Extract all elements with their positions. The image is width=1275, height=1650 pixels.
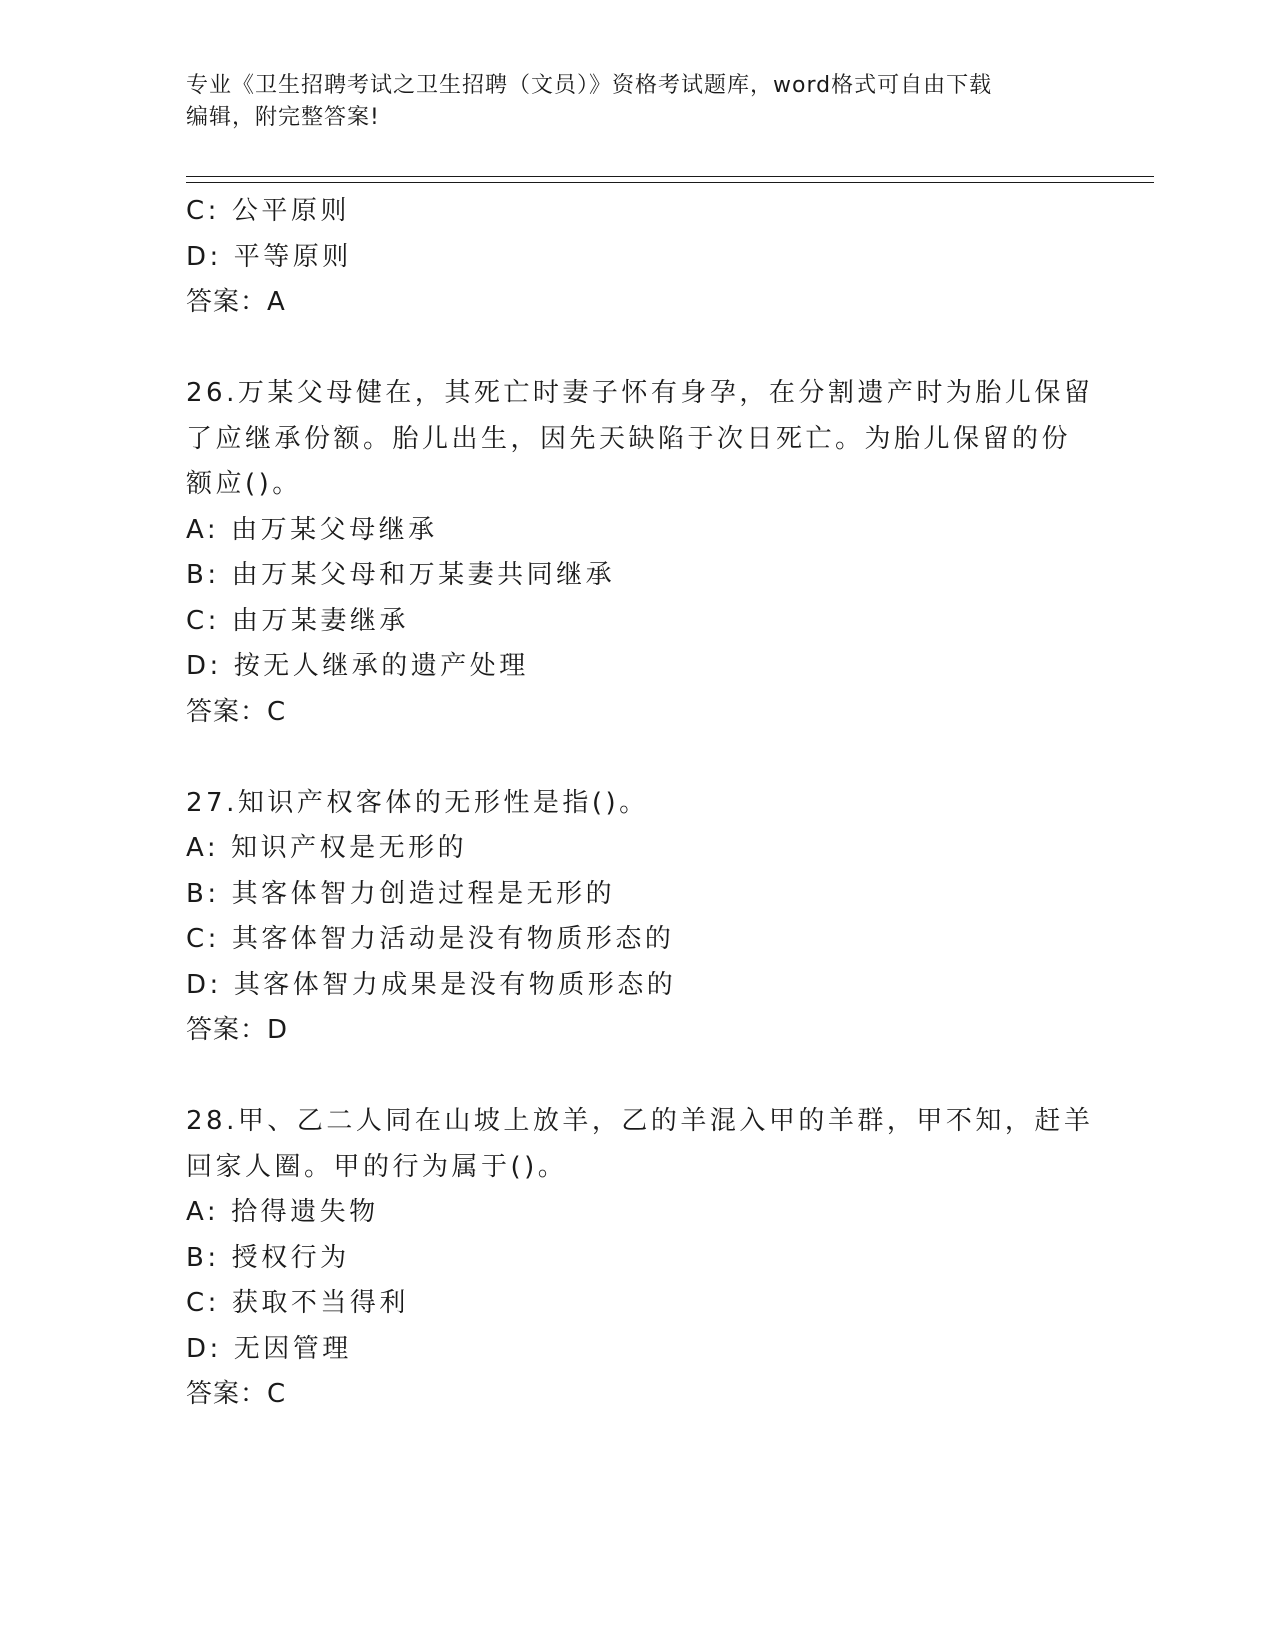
option-d: D: 无因管理 bbox=[186, 1333, 352, 1364]
option-c: C: 由万某妻继承 bbox=[186, 605, 409, 636]
option-a: A: 由万某父母继承 bbox=[186, 514, 438, 545]
question-content bbox=[186, 189, 1094, 1418]
option-b: B: 由万某父母和万某妻共同继承 bbox=[186, 560, 616, 590]
question-text: 28.甲、乙二人同在山坡上放羊，乙的羊混入甲的羊群，甲不知，赶羊 bbox=[186, 1106, 1094, 1136]
header-divider-top bbox=[186, 176, 1154, 177]
question-text: 27.知识产权客体的无形性是指()。 bbox=[186, 787, 649, 818]
option-a: A: 知识产权是无形的 bbox=[186, 833, 468, 863]
question-27 bbox=[186, 781, 1086, 1054]
page-header bbox=[186, 70, 1066, 134]
header-line-1: 专业《卫生招聘考试之卫生招聘（文员）》资格考试题库，word格式可自由下载 bbox=[186, 73, 993, 98]
option-c: C: 公平原则 bbox=[186, 196, 350, 226]
header-divider-bottom bbox=[186, 182, 1154, 183]
question-text: 回家人圈。甲的行为属于()。 bbox=[186, 1151, 568, 1182]
option-b: B: 授权行为 bbox=[186, 1242, 350, 1273]
answer: 答案：C bbox=[186, 696, 287, 727]
answer: 答案：C bbox=[186, 1379, 287, 1409]
option-b: B: 其客体智力创造过程是无形的 bbox=[186, 878, 616, 909]
option-d: D: 其客体智力成果是没有物质形态的 bbox=[186, 969, 677, 1000]
option-c: C: 其客体智力活动是没有物质形态的 bbox=[186, 924, 675, 954]
option-c: C: 获取不当得利 bbox=[186, 1288, 409, 1318]
option-d: D: 平等原则 bbox=[186, 241, 352, 272]
answer: 答案：D bbox=[186, 1015, 289, 1045]
option-a: A: 拾得遗失物 bbox=[186, 1197, 379, 1227]
question-text: 额应()。 bbox=[186, 469, 302, 499]
question-text: 26.万某父母健在，其死亡时妻子怀有身孕，在分割遗产时为胎儿保留 bbox=[186, 378, 1094, 408]
answer: 答案：A bbox=[186, 287, 286, 317]
question-25-continued bbox=[186, 189, 1086, 326]
question-28 bbox=[186, 1099, 1094, 1418]
question-text: 了应继承份额。胎儿出生，因先天缺陷于次日死亡。为胎儿保留的份 bbox=[186, 423, 1072, 454]
question-26 bbox=[186, 371, 1094, 735]
option-d: D: 按无人继承的遗产处理 bbox=[186, 651, 529, 681]
header-line-2: 编辑，附完整答案! bbox=[186, 105, 380, 130]
